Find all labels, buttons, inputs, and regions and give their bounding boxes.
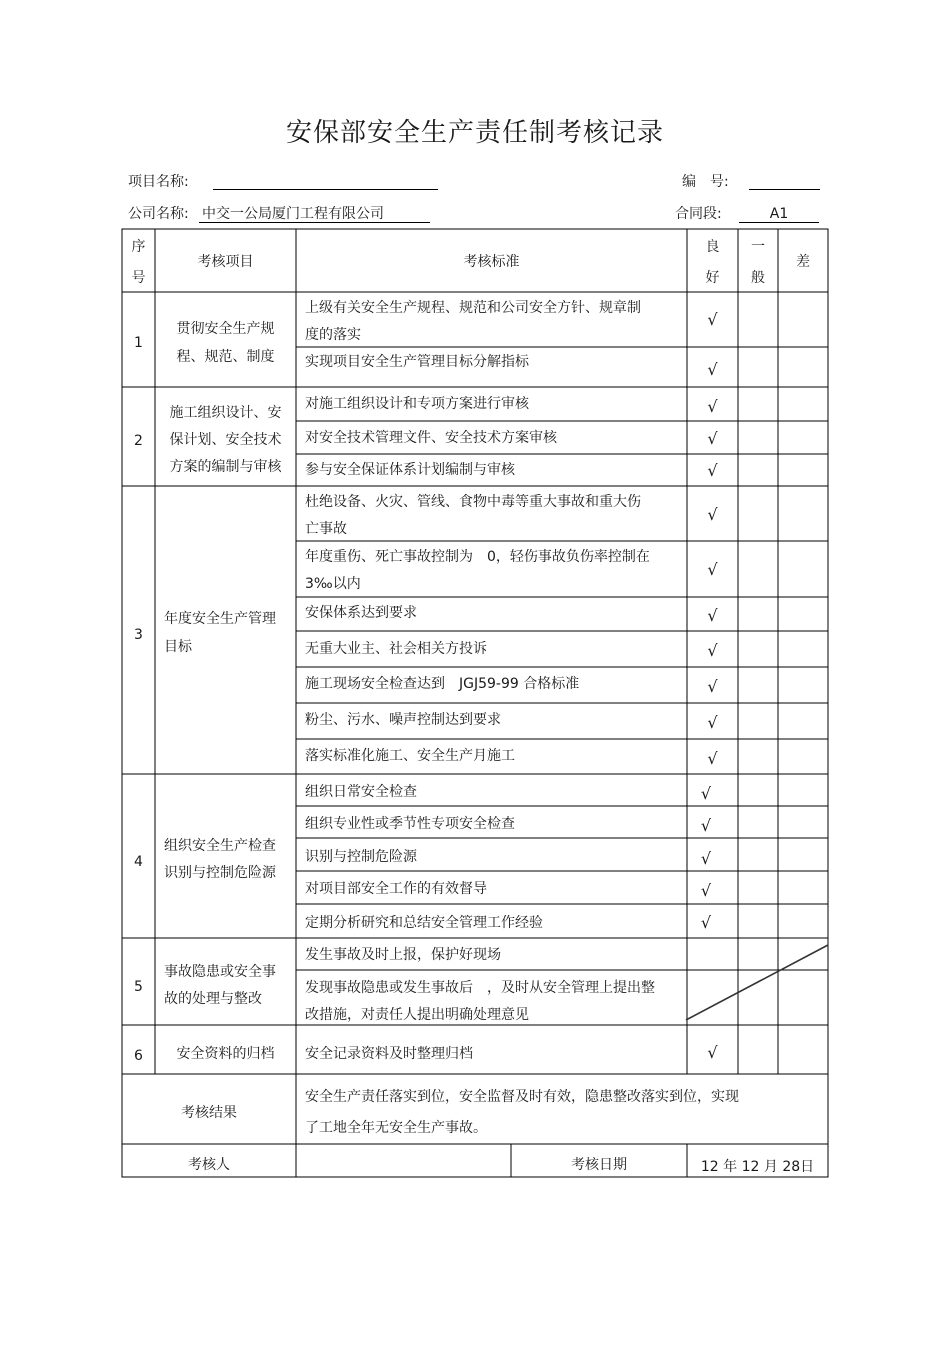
standard-text-line: 对施工组织设计和专项方案进行审核	[305, 396, 529, 412]
standard-text-line: 发生事故及时上报，保护好现场	[305, 947, 501, 963]
standard-text-line: 施工现场安全检查达到 JGJ59-99 合格标准	[305, 676, 580, 692]
rating-good-check: √	[707, 505, 718, 524]
assessment-item-line: 组织安全生产检查	[164, 838, 276, 854]
rating-good-check: √	[700, 913, 712, 932]
col-header-standard: 考核标准	[463, 254, 520, 270]
contract-section-value: A1	[769, 206, 789, 222]
col-header-seq-2: 号	[131, 270, 146, 286]
result-label: 考核结果	[181, 1105, 237, 1121]
rating-good-check: √	[700, 849, 712, 868]
assessment-date-value	[687, 1154, 828, 1181]
rating-good-check: √	[707, 606, 718, 625]
result-text-line: 安全生产责任落实到位，安全监督及时有效，隐患整改落实到位，实现	[305, 1089, 739, 1105]
standard-text-line: 年度重伤、死亡事故控制为 0，轻伤事故负伤率控制在	[305, 549, 650, 565]
number-label: 编 号:	[682, 174, 729, 190]
col-header-good-1: 良	[705, 239, 720, 255]
standard-text-line: 发现事故隐患或发生事故后 ，及时从安全管理上提出整	[305, 980, 655, 996]
col-header-poor: 差	[796, 254, 810, 270]
assessment-item-line: 施工组织设计、安	[169, 405, 282, 421]
standard-text-line: 落实标准化施工、安全生产月施工	[305, 748, 515, 764]
standard-text-line: 实现项目安全生产管理目标分解指标	[305, 354, 529, 370]
row-number: 4	[134, 854, 143, 870]
assessment-item-line: 故的处理与整改	[164, 991, 262, 1007]
standard-text-line: 上级有关安全生产规程、规范和公司安全方针、规章制	[305, 300, 641, 316]
standard-text-line: 度的落实	[305, 327, 361, 343]
standard-text-line: 杜绝设备、火灾、管线、食物中毒等重大事故和重大伤	[305, 494, 641, 510]
row-number: 1	[134, 335, 143, 351]
standard-text-line: 改措施，对责任人提出明确处理意见	[305, 1007, 529, 1023]
rating-good-check: √	[700, 784, 712, 803]
date-year: 12	[700, 1159, 719, 1175]
row-number: 2	[134, 433, 143, 449]
row-number: 6	[134, 1048, 143, 1064]
assessment-item-line: 保计划、安全技术	[169, 432, 282, 448]
assessment-item-line: 方案的编制与审核	[169, 459, 282, 475]
standard-text-line: 定期分析研究和总结安全管理工作经验	[305, 915, 543, 931]
company-name-value: 中交一公局厦门工程有限公司	[202, 206, 384, 222]
rating-good-check: √	[707, 310, 718, 329]
not-applicable-strike-line	[686, 945, 828, 1020]
assessment-item-line: 贯彻安全生产规	[176, 321, 275, 337]
standard-text-line: 组织日常安全检查	[305, 784, 417, 800]
assessment-item-line: 目标	[164, 639, 192, 655]
rating-good-check: √	[707, 360, 718, 379]
col-header-fair-1: 一	[751, 239, 765, 255]
row-number: 5	[134, 979, 143, 995]
standard-text-line: 对安全技术管理文件、安全技术方案审核	[305, 430, 557, 446]
project-name-label: 项目名称:	[128, 174, 189, 190]
standard-text-line: 安保体系达到要求	[305, 605, 417, 621]
standard-text-line: 无重大业主、社会相关方投诉	[305, 641, 487, 657]
assessment-item-line: 识别与控制危险源	[164, 865, 276, 881]
date-month-unit: 月	[763, 1159, 778, 1175]
rating-good-check: √	[707, 560, 718, 579]
rating-good-check: √	[707, 1043, 718, 1062]
row-number: 3	[134, 627, 143, 643]
page-title: 安保部安全生产责任制考核记录	[285, 118, 664, 148]
contract-section-label: 合同段:	[675, 206, 722, 222]
date-year-unit: 年	[723, 1159, 738, 1175]
rating-good-check: √	[707, 713, 718, 732]
col-header-item: 考核项目	[197, 254, 254, 270]
rating-good-check: √	[707, 429, 718, 448]
assessment-item-line: 事故隐患或安全事	[164, 964, 276, 980]
standard-text-line: 粉尘、污水、噪声控制达到要求	[305, 712, 501, 728]
standard-text-line: 3‰以内	[305, 576, 361, 592]
assessment-date-label: 考核日期	[571, 1157, 627, 1173]
standard-text-line: 参与安全保证体系计划编制与审核	[305, 462, 515, 478]
date-day: 28	[782, 1159, 801, 1175]
col-header-seq-1: 序	[131, 239, 146, 255]
standard-text-line: 亡事故	[305, 521, 347, 537]
assessment-item-line: 安全资料的归档	[176, 1046, 275, 1062]
standard-text-line: 对项目部安全工作的有效督导	[305, 881, 487, 897]
date-month: 12	[741, 1159, 760, 1175]
assessment-item-line: 年度安全生产管理	[164, 611, 276, 627]
rating-good-check: √	[707, 677, 718, 696]
result-text-line: 了工地全年无安全生产事故。	[305, 1120, 487, 1136]
rating-good-check: √	[700, 881, 712, 900]
rating-good-check: √	[700, 816, 712, 835]
assessor-label: 考核人	[188, 1157, 230, 1173]
standard-text-line: 组织专业性或季节性专项安全检查	[305, 816, 515, 832]
standard-text-line: 识别与控制危险源	[305, 849, 417, 865]
rating-good-check: √	[707, 397, 718, 416]
assessment-item-line: 程、规范、制度	[176, 349, 275, 365]
standard-text-line: 安全记录资料及时整理归档	[305, 1046, 473, 1062]
col-header-fair-2: 般	[751, 270, 765, 286]
rating-good-check: √	[707, 641, 718, 660]
rating-good-check: √	[707, 461, 718, 480]
col-header-good-2: 好	[705, 270, 720, 286]
rating-good-check: √	[707, 749, 718, 768]
company-name-label: 公司名称:	[128, 206, 189, 222]
date-day-unit: 日	[800, 1159, 815, 1175]
